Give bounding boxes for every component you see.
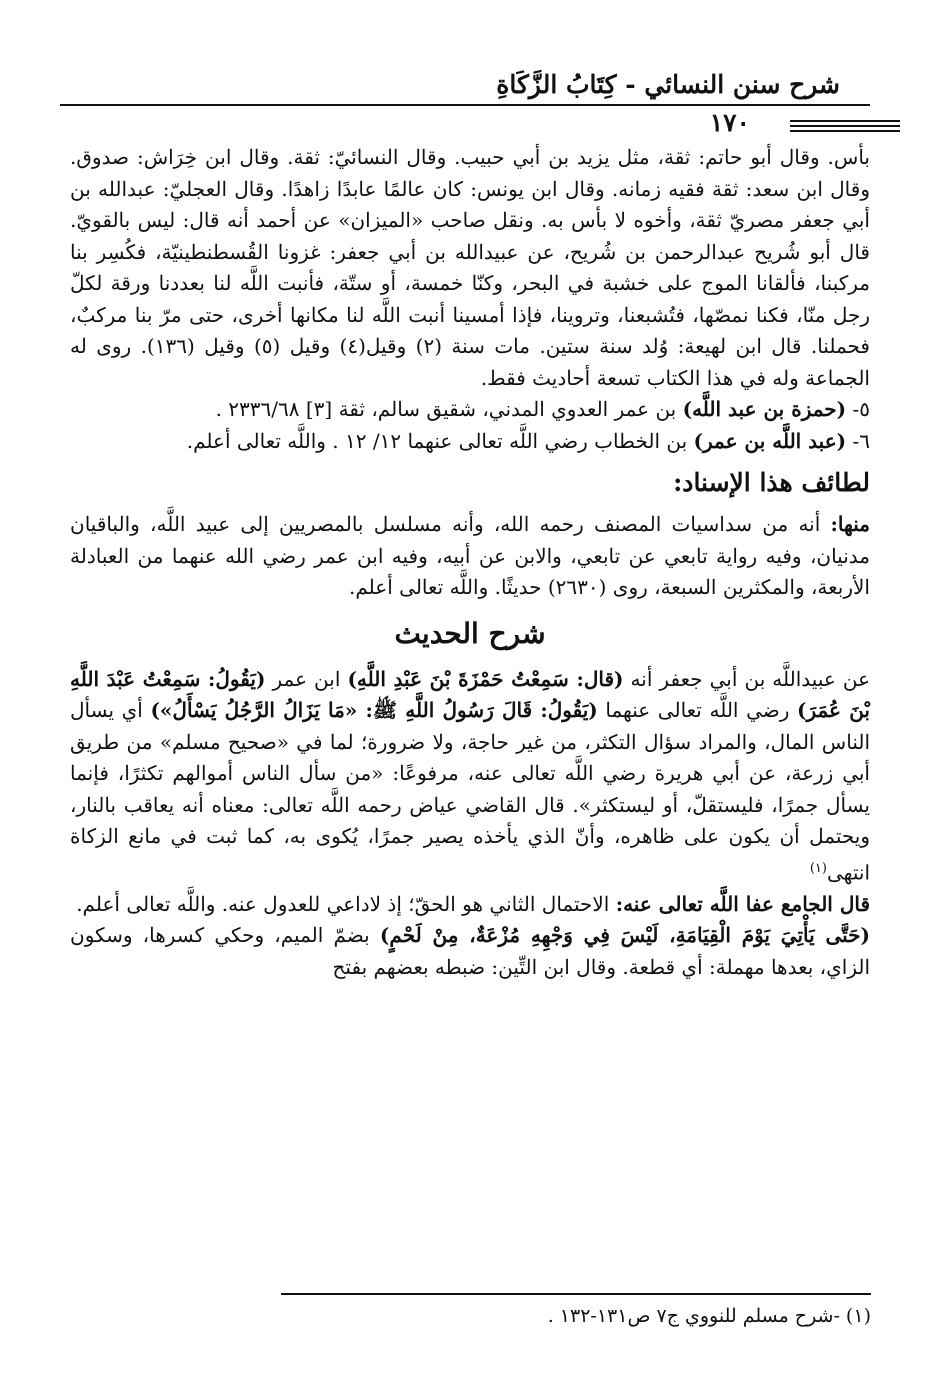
sharh-paragraph-3 [70,920,870,983]
text-run: عن عبيداللَّه بن أبي جعفر أنه [623,666,870,691]
narrator-item [70,394,870,426]
text-run: بضمّ الميم، وحكي كسرها، وسكون الزاي، بعدها مهملة: أي قطعة. وقال ابن التِّين: ضبطه بعضهم بفتح [70,923,870,979]
page-header [60,52,900,137]
text-run: أي يسأل الناس المال، والمراد سؤال التكثر، من غير حاجة، ولا ضرورة؛ لما في «صحيح مسلم» من طريق أبي زرعة، عن أبي هريرة رضي اللَّه تعالى عنه، مرفوعًا: «من سأل الناس أموالهم تكثرًا، فإنما يسأل جمرًا، فليستقلّ، أو ليستكثر». قال القاضي عياض رحمه اللَّه تعالى: معناه أنه يعاقب بالنار، ويحتمل أن يكون على ظاهره، وأنّ الذي يأخذه يصير جمرًا، يُكوى به، كما ثبت في مانع الزكاة انتهى [70,698,870,885]
narrator-name: (حمزة بن عبد اللَّه) [682,397,847,421]
lataif-lead: منها: [830,512,870,536]
narrator-number: ٥- [846,397,870,421]
narrator-details: بن الخطاب رضي اللَّه تعالى عنهما ١٢/ ١٢ . واللَّه تعالى أعلم. [186,428,694,453]
footnote: (١) -شرح مسلم للنووي ج٧ ص١٣١-١٣٢ . [547,1305,871,1327]
compiler-lead: قال الجامع عفا اللَّه تعالى عنه: [615,891,870,916]
lataif-paragraph [70,509,870,604]
lataif-heading: لطائف هذا الإسناد: [673,468,870,497]
hadith-quote: (يَقُولُ: سَمِعْتُ عَبْدَ اللَّهِ بْنَ عُمَرَ) [70,666,870,722]
sharh-paragraph-1 [70,664,870,889]
page-number: ١٧٠ [709,108,750,137]
hadith-quote: (حَتَّى يَأْتِيَ يَوْمَ الْقِيَامَةِ، لَيْسَ فِي وَجْهِهِ مُزْعَةٌ، مِنْ لَحْمٍ) [379,923,871,948]
footnote-marker: (١) [809,860,827,876]
page-number-ornament [790,120,900,135]
narrator-item [70,426,870,458]
hadith-quote: (يَقُولُ: قَالَ رَسُولُ اللَّهِ ﷺ: «مَا يَزَالُ الرَّجُلُ يَسْأَلُ») [150,698,598,722]
text-run: رضي اللَّه تعالى عنهما [597,698,797,722]
sharh-paragraph-2 [70,889,870,921]
biography-paragraph: بأس. وقال أبو حاتم: ثقة، مثل يزيد بن أبي حبيب. وقال النسائيّ: ثقة. وقال ابن خِرَاش: صدوق. وقال ابن سعد: ثقة فقيه زمانه. وقال ابن يونس: كان عالمًا عابدًا زاهدًا. وقال العجليّ: عبدالله بن أبي جعفر مصريّ ثقة، وأخوه لا بأس به. ونقل صاحب «الميزان» عن أحمد أنه قال: ليس بالقويّ. قال أبو شُريح عبدالرحمن بن شُريح، عن عبيدالله بن أبي جعفر: غزونا القُسطنطينيّة، فكُسِر بنا مركبنا، فألقانا الموج على خشبة في البحر، وكنّا خمسة، أو ستّة، فأنبت اللَّه لنا بعددنا ورقة لكلّ رجل منّا، فكنا نمصّها، فتُشبعنا، وتروينا، فإذا أمسينا أنبت اللَّه لنا مكانها أخرى، حتى مرّ بنا مركبٌ، فحملنا. قال ابن لهيعة: وُلد سنة ستين. مات سنة (٢) وقيل(٤) وقيل (٥) وقيل (١٣٦). روى له الجماعة وله في هذا الكتاب تسعة أحاديث فقط. [70,145,870,390]
running-title: شرح سنن النسائي - كِتَابُ الزَّكَاةِ [496,70,840,99]
narrator-name: (عبد اللَّه بن عمر) [693,428,847,453]
main-text [70,142,870,983]
narrator-details: بن عمر العدوي المدني، شقيق سالم، ثقة [٣] ٢٣٣٦/٦٨ . [215,397,683,421]
header-rule [60,104,870,106]
lataif-text: أنه من سداسيات المصنف رحمه الله، وأنه مسلسل بالمصريين إلى عبيد اللَّه، والباقيان مدنيان، وفيه رواية تابعي عن تابعي، والابن عن أبيه، وفيه ابن عمر رضي الله عنهما من العبادلة الأربعة، والمكثرين السبعة، روى (٢٦٣٠) حديثًا. واللَّه تعالى أعلم. [70,512,870,599]
hadith-quote: (قال: سَمِعْتُ حَمْزَةَ بْنَ عَبْدِ اللَّهِ) [347,666,624,691]
sharh-heading: شرح الحديث [394,616,546,650]
narrator-number: ٦- [846,428,870,453]
text-run: الاحتمال الثاني هو الحقّ؛ إذ لاداعي للعدول عنه. واللَّه تعالى أعلم. [76,891,616,916]
text-run: ابن عمر [265,666,348,691]
footnote-rule [281,1293,871,1295]
